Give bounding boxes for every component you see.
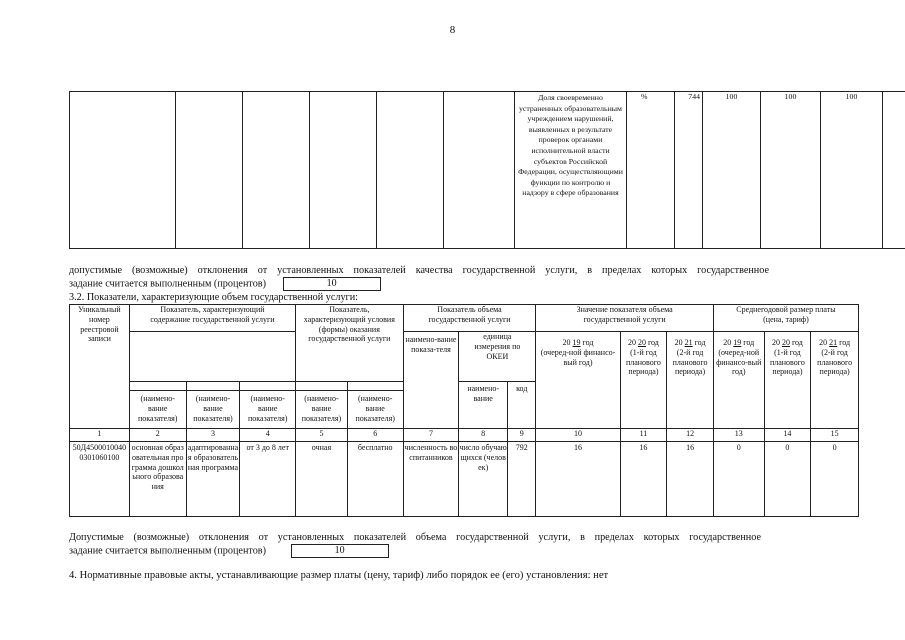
row-registry: 50Д45000100400301060100 <box>70 442 130 517</box>
row-fee-1: 0 <box>713 442 764 517</box>
header-conditions: Показатель, характеризующий условия (формы) оказания государственной услуги <box>296 305 403 382</box>
param-label: (наимено-вание показателя) <box>240 391 296 429</box>
header-registry: Уникальный номер реестровой записи <box>70 305 130 429</box>
header-indicator-name: наимено-вание показа-теля <box>403 332 459 429</box>
header-unit: единица измерения по ОКЕИ <box>459 332 536 382</box>
col-number: 4 <box>240 429 296 442</box>
quality-deviation-value: 10 <box>283 277 381 291</box>
col-number: 12 <box>667 429 714 442</box>
header-unit-name: наимено-вание <box>459 382 508 429</box>
col-number: 2 <box>129 429 186 442</box>
volume-deviation-label: задание считается выполненным (процентов) <box>69 545 267 557</box>
volume-deviation-line1: Допустимые (возможные) отклонения от установленных показателей объема государственной услуги, в пределах которых государственное <box>69 532 761 543</box>
quality-indicator-table <box>69 91 905 249</box>
volume-deviation-line2 <box>69 544 489 558</box>
quality-unit: % <box>627 92 675 249</box>
page-number: 8 <box>449 24 456 36</box>
empty-cell <box>377 92 444 249</box>
empty-cell <box>176 92 243 249</box>
empty-cell <box>129 332 295 382</box>
row-form: очная <box>296 442 348 517</box>
row-adapted-program: адаптированная образовательная программа <box>186 442 240 517</box>
col-number: 7 <box>403 429 459 442</box>
volume-section-title: 3.2. Показатели, характеризующие объем государственной услуги: <box>69 292 359 303</box>
empty-cell <box>240 382 296 391</box>
header-value-year-1: 20 19 год (очеред-ной финансо-вый год) <box>536 332 620 429</box>
empty-cell <box>444 92 515 249</box>
param-label: (наимено-вание показателя) <box>129 391 186 429</box>
quality-deviation-line2 <box>69 277 469 291</box>
empty-cell <box>186 382 240 391</box>
row-unit-name: число обучающихся (человек) <box>459 442 508 517</box>
quality-value-2: 100 <box>761 92 821 249</box>
row-value-1: 16 <box>536 442 620 517</box>
param-label: (наимено-вание показателя) <box>347 391 403 429</box>
col-number: 5 <box>296 429 348 442</box>
row-payment: бесплатно <box>347 442 403 517</box>
row-program: основная образовательная программа дошкольного образования <box>129 442 186 517</box>
empty-cell <box>883 92 905 249</box>
col-number: 11 <box>620 429 667 442</box>
quality-okei-code: 744 <box>675 92 703 249</box>
empty-cell <box>70 92 176 249</box>
empty-cell <box>347 382 403 391</box>
row-fee-2: 0 <box>764 442 811 517</box>
row-fee-3: 0 <box>811 442 859 517</box>
quality-value-3: 100 <box>821 92 883 249</box>
col-number: 10 <box>536 429 620 442</box>
header-fee-year-2: 20 20 год (1-й год планового периода) <box>764 332 811 429</box>
empty-cell <box>129 382 186 391</box>
quality-indicator-name: Доля своевременно устраненных образовательным учреждением нарушений, выявленных в результате проверок органами исполнительной власти субъектов Российской Федерации, осуществляющими функции по контролю и надзору в сфере образования <box>515 92 627 249</box>
volume-deviation-value: 10 <box>291 544 389 558</box>
row-indicator: численность воспитанников <box>403 442 459 517</box>
header-value-year-3: 20 21 год (2-й год планового периода) <box>667 332 714 429</box>
header-value-year-2: 20 20 год (1-й год планового периода) <box>620 332 667 429</box>
col-number: 3 <box>186 429 240 442</box>
col-number: 6 <box>347 429 403 442</box>
header-content: Показатель, характеризующий содержание государственной услуги <box>129 305 295 332</box>
header-unit-code: код <box>508 382 536 429</box>
quality-value-1: 100 <box>703 92 761 249</box>
param-label: (наимено-вание показателя) <box>296 391 348 429</box>
empty-cell <box>243 92 310 249</box>
header-fee: Среднегодовой размер платы (цена, тариф) <box>713 305 858 332</box>
header-volume: Показатель объема государственной услуги <box>403 305 536 332</box>
col-number: 14 <box>764 429 811 442</box>
quality-deviation-line1: допустимые (возможные) отклонения от установленных показателей качества государственной услуги, в пределах которых государственное <box>69 265 769 276</box>
volume-indicator-table <box>69 304 859 517</box>
header-value: Значение показателя объема государственной услуги <box>536 305 713 332</box>
header-fee-year-1: 20 19 год (очеред-ной финансо-вый год) <box>713 332 764 429</box>
row-value-2: 16 <box>620 442 667 517</box>
col-number: 8 <box>459 429 508 442</box>
empty-cell <box>310 92 377 249</box>
quality-deviation-label: задание считается выполненным (процентов) <box>69 278 267 290</box>
col-number: 15 <box>811 429 859 442</box>
col-number: 9 <box>508 429 536 442</box>
section-4-normative-acts: 4. Нормативные правовые акты, устанавливающие размер платы (цену, тариф) либо порядок ее (его) установления: нет <box>69 570 609 581</box>
row-okei: 792 <box>508 442 536 517</box>
header-fee-year-3: 20 21 год (2-й год планового периода) <box>811 332 859 429</box>
col-number: 1 <box>70 429 130 442</box>
row-age: от 3 до 8 лет <box>240 442 296 517</box>
col-number: 13 <box>713 429 764 442</box>
param-label: (наимено-вание показателя) <box>186 391 240 429</box>
row-value-3: 16 <box>667 442 714 517</box>
empty-cell <box>296 382 348 391</box>
